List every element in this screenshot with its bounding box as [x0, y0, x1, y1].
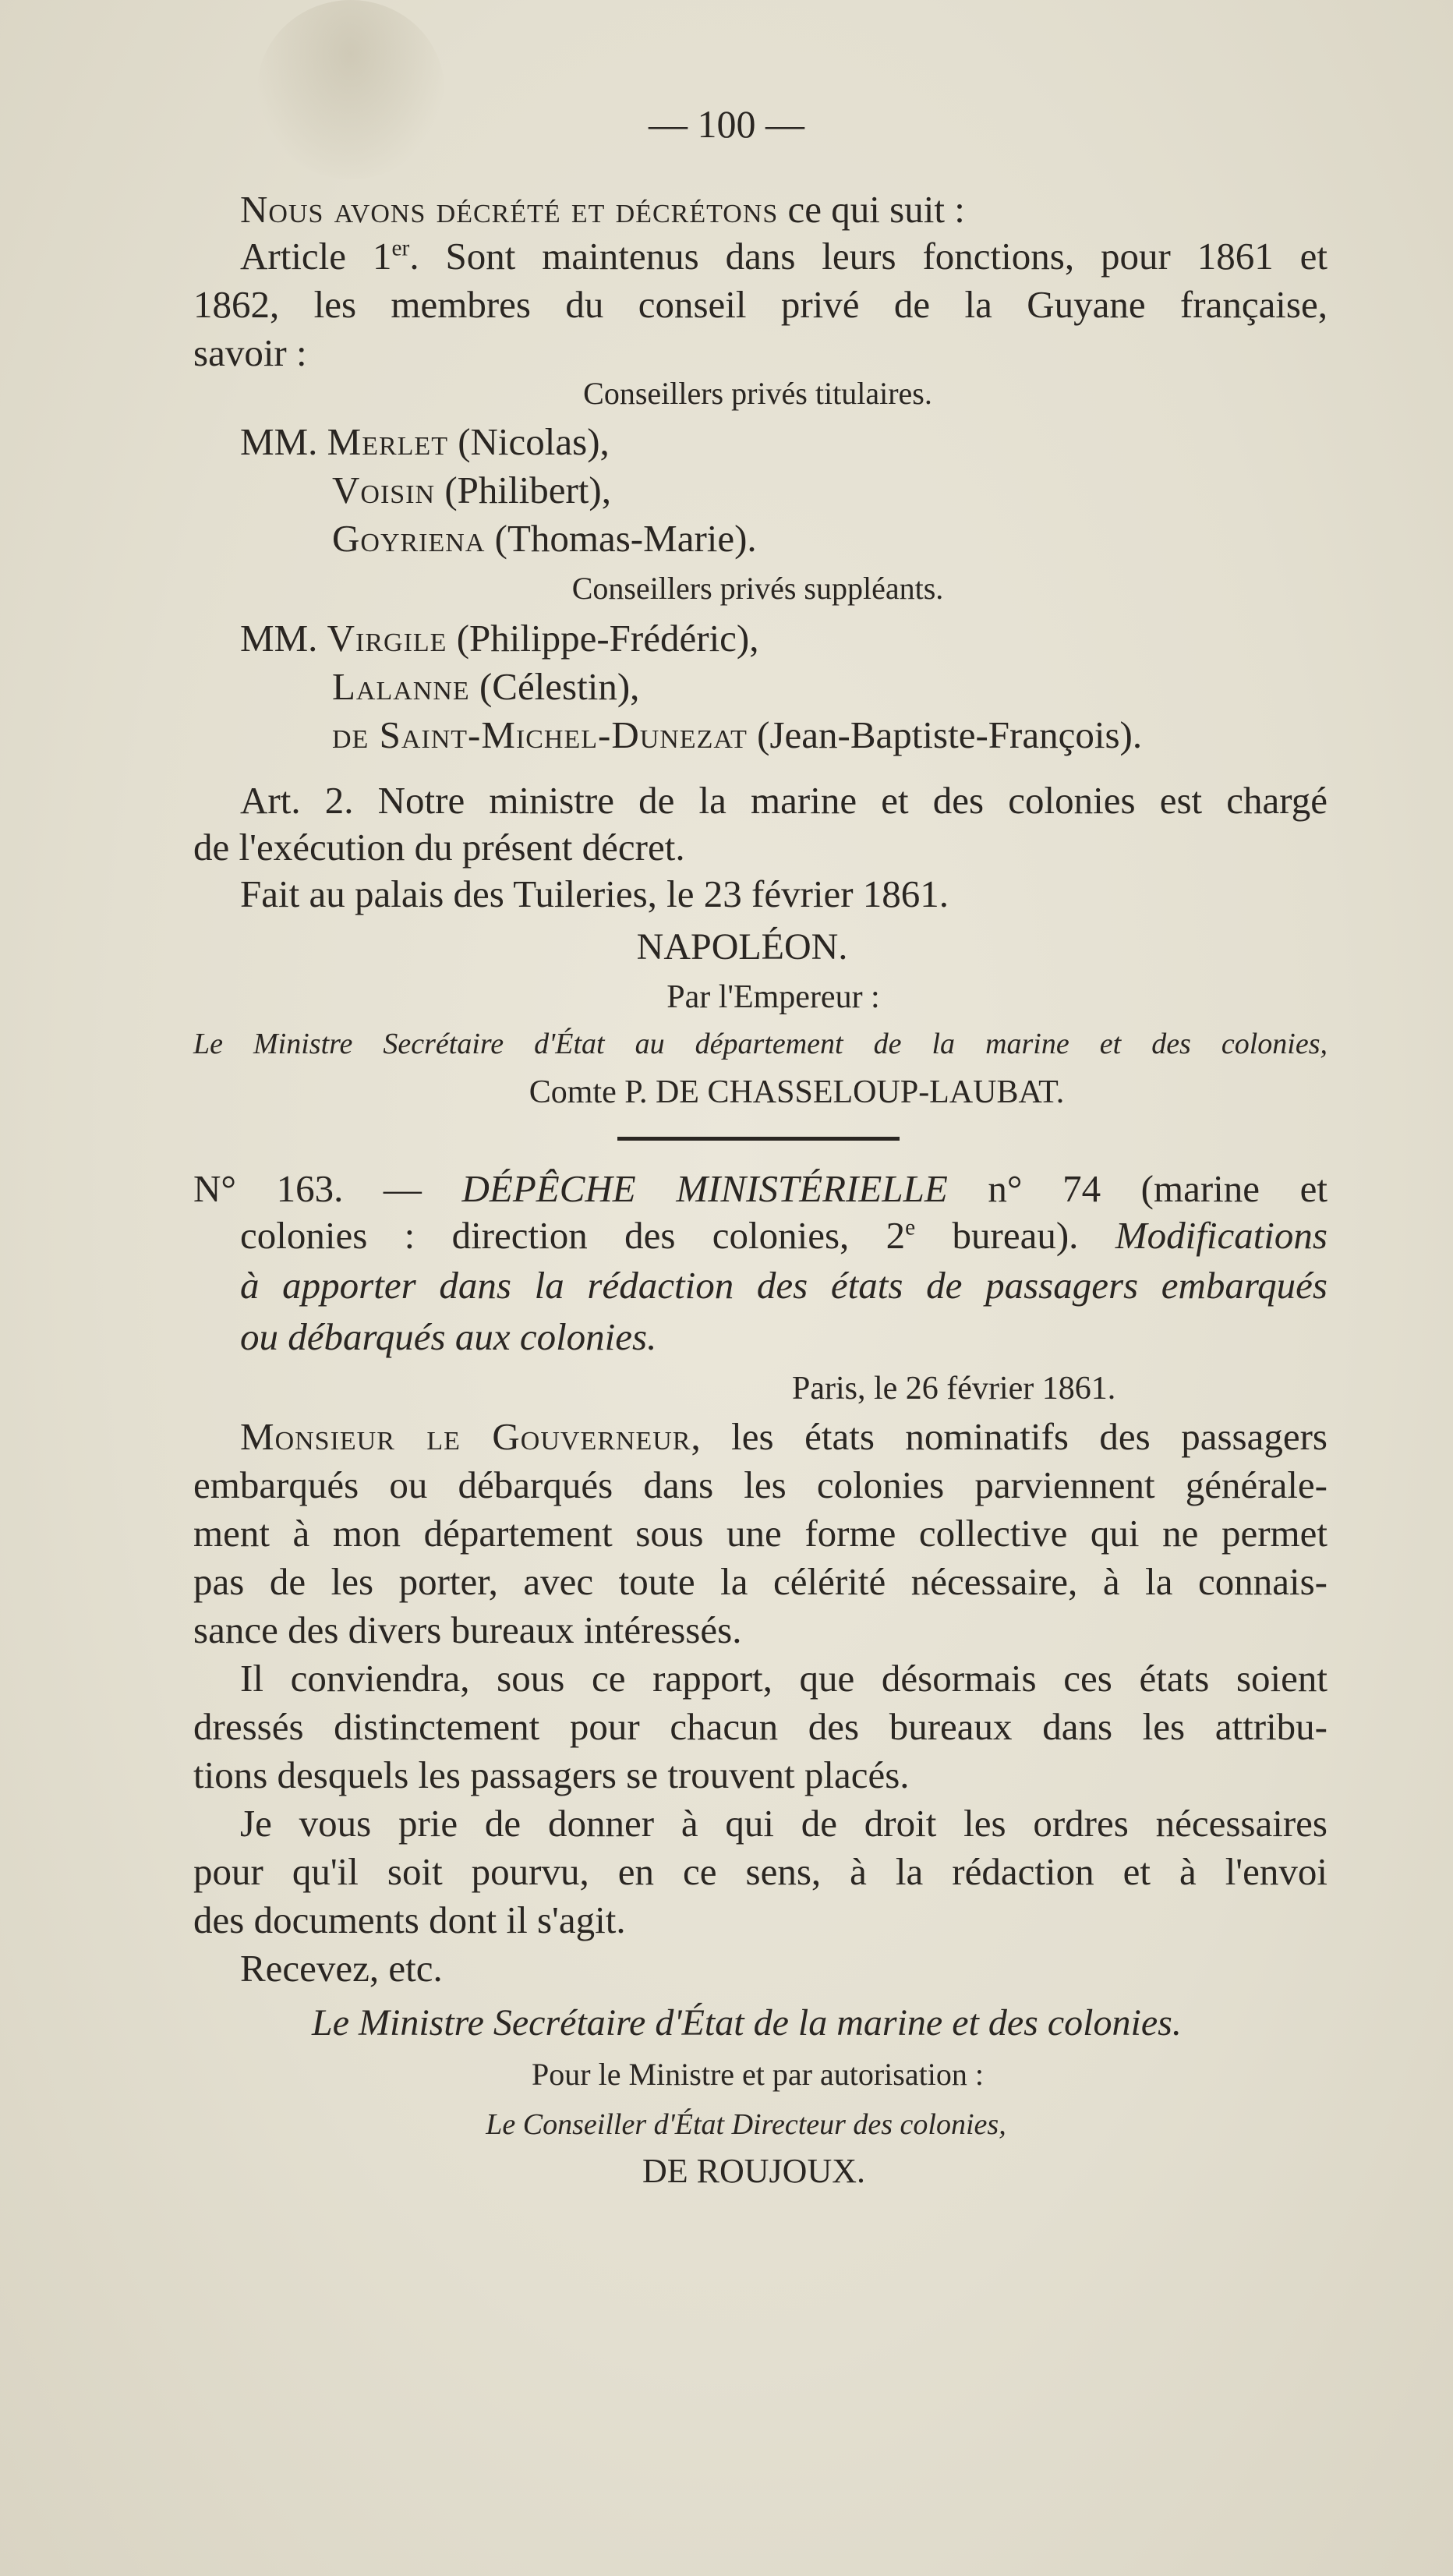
article-1-line-3: savoir :: [193, 331, 307, 374]
director-title: Le Conseiller d'État Directeur des colonies,: [486, 2108, 1006, 2141]
titulaires-heading: Conseillers privés titulaires.: [583, 376, 932, 411]
dispatch-paragraph-1-line-3: ment à mon département sous une forme collective qui ne permet: [193, 1512, 1327, 1555]
dispatch-paragraph-3-line-3: des documents dont il s'agit.: [193, 1898, 626, 1941]
dispatch-heading-line-2: colonies : direction des colonies, 2e bureau). Modifications: [240, 1214, 1327, 1257]
dispatch-paragraph-2-line-1: Il conviendra, sous ce rapport, que désormais ces états soient: [240, 1657, 1327, 1700]
director-name: DE ROUJOUX.: [642, 2152, 865, 2190]
suppleant-member-1: MM. Virgile (Philippe-Frédéric),: [240, 617, 759, 660]
page-number: — 100 —: [649, 102, 804, 146]
dispatch-heading-line-3: à apporter dans la rédaction des états de passagers embarqués: [240, 1264, 1327, 1307]
dispatch-paragraph-2-line-3: tions desquels les passagers se trouvent placés.: [193, 1753, 910, 1796]
dispatch-paragraph-3-line-2: pour qu'il soit pourvu, en ce sens, à la rédaction et à l'envoi: [193, 1850, 1327, 1893]
article-1-line-1: Article 1er. Sont maintenus dans leurs fonctions, pour 1861 et: [240, 235, 1327, 278]
dispatch-paragraph-3-line-1: Je vous prie de donner à qui de droit les ordres nécessaires: [240, 1802, 1327, 1845]
titulaire-member-2: Voisin (Philibert),: [332, 469, 611, 511]
article-1-line-2: 1862, les membres du conseil privé de la Guyane française,: [193, 283, 1327, 326]
dispatch-place-date: Paris, le 26 février 1861.: [792, 1371, 1116, 1407]
for-minister-line: Pour le Ministre et par autorisation :: [532, 2057, 984, 2092]
article-2-line-1: Art. 2. Notre ministre de la marine et des colonies est chargé: [240, 779, 1327, 822]
done-at-line: Fait au palais des Tuileries, le 23 février 1861.: [240, 872, 949, 915]
paper-stain: [257, 0, 444, 179]
suppleant-member-3: de Saint-Michel-Dunezat (Jean-Baptiste-François).: [332, 713, 1143, 756]
dispatch-paragraph-1-line-4: pas de les porter, avec toute la célérité nécessaire, à la connais-: [193, 1560, 1327, 1603]
titulaire-member-3: Goyriena (Thomas-Marie).: [332, 517, 757, 560]
dispatch-closing: Recevez, etc.: [240, 1947, 443, 1990]
minister-name: Comte P. DE CHASSELOUP-LAUBAT.: [529, 1074, 1065, 1110]
minister-title: Le Ministre Secrétaire d'État au département de la marine et des colonies,: [193, 1028, 1327, 1060]
dispatch-heading-line-1: N° 163. — DÉPÊCHE MINISTÉRIELLE n° 74 (marine et: [193, 1167, 1327, 1210]
suppleant-member-2: Lalanne (Célestin),: [332, 665, 640, 708]
suppleants-heading: Conseillers privés suppléants.: [571, 571, 944, 606]
dispatch-heading-line-4: ou débarqués aux colonies.: [240, 1315, 657, 1358]
section-divider: [617, 1137, 900, 1141]
dispatch-paragraph-1-line-2: embarqués ou débarqués dans les colonies parviennent générale-: [193, 1463, 1327, 1506]
dispatch-minister-signature: Le Ministre Secrétaire d'État de la marine et des colonies.: [312, 2002, 1182, 2043]
article-2-line-2: de l'exécution du présent décret.: [193, 826, 685, 869]
by-emperor: Par l'Empereur :: [666, 979, 880, 1015]
decree-preamble: Nous avons décrété et décrétons ce qui suit :: [240, 188, 965, 231]
titulaire-member-1: MM. Merlet (Nicolas),: [240, 420, 610, 463]
dispatch-paragraph-1-line-1: Monsieur le Gouverneur, les états nominatifs des passagers: [240, 1415, 1327, 1458]
emperor-signature: NAPOLÉON.: [636, 926, 848, 968]
dispatch-paragraph-1-line-5: sance des divers bureaux intéressés.: [193, 1608, 742, 1651]
dispatch-paragraph-2-line-2: dressés distinctement pour chacun des bureaux dans les attribu-: [193, 1705, 1327, 1748]
